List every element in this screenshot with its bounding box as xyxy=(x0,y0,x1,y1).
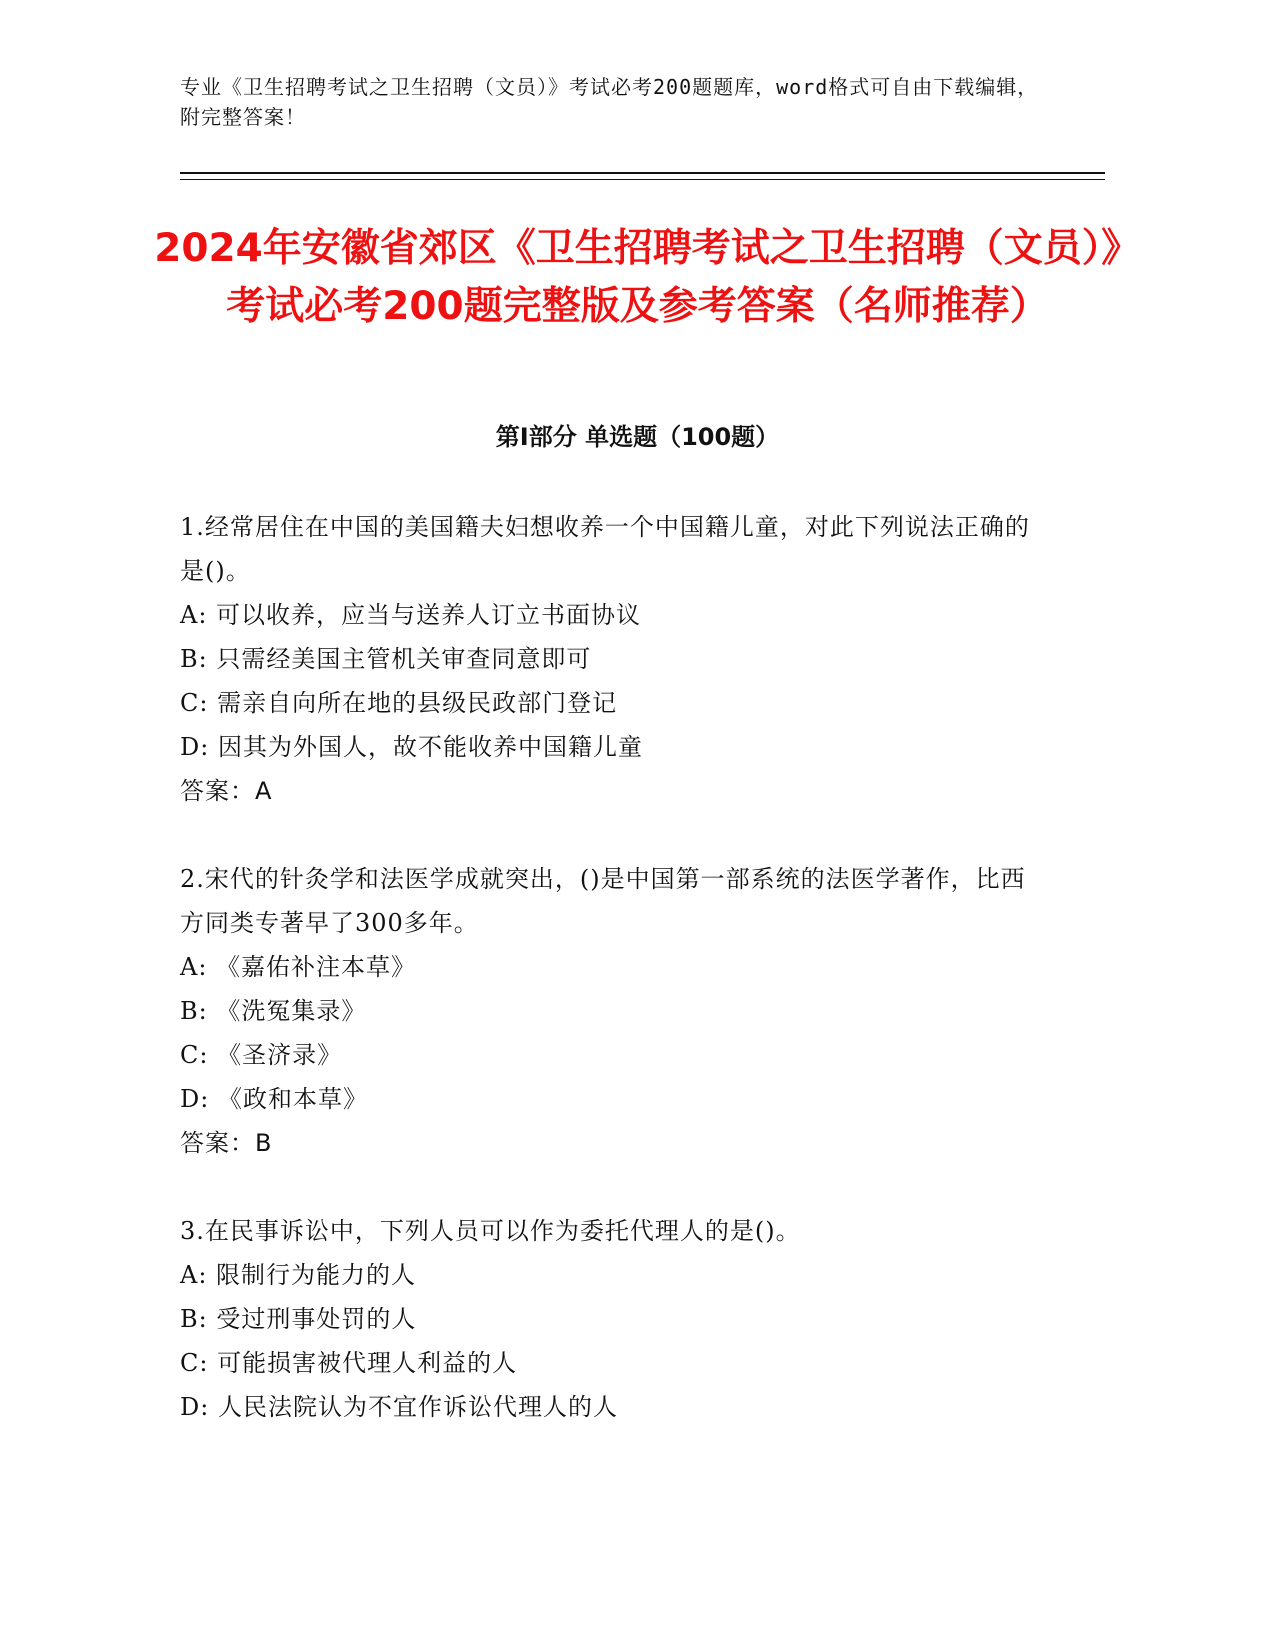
header-divider-thin xyxy=(180,179,1105,180)
document-title: 2024年安徽省郊区《卫生招聘考试之卫生招聘（文员）》考试必考200题完整版及参考答案（名师推荐） xyxy=(154,226,1121,329)
option-c: C: 《圣济录》 xyxy=(180,1041,343,1069)
question-stem: 2.宋代的针灸学和法医学成就突出，()是中国第一部系统的法医学著作，比西方同类专著早了300多年。 xyxy=(180,865,1026,937)
option-d: D: 人民法院认为不宜作诉讼代理人的人 xyxy=(180,1393,618,1421)
answer: 答案：A xyxy=(180,777,273,805)
header-note: 专业《卫生招聘考试之卫生招聘（文员）》考试必考200题题库，word格式可自由下载编辑，附完整答案！ xyxy=(180,75,1039,129)
question-2 xyxy=(180,857,1050,1165)
option-b: B: 受过刑事处罚的人 xyxy=(180,1305,417,1333)
question-3 xyxy=(180,1209,1050,1429)
question-stem: 1.经常居住在中国的美国籍夫妇想收养一个中国籍儿童，对此下列说法正确的是()。 xyxy=(180,513,1030,585)
section-title: 第I部分 单选题（100题） xyxy=(495,423,780,451)
question-stem: 3.在民事诉讼中，下列人员可以作为委托代理人的是()。 xyxy=(180,1217,801,1245)
option-c: C: 需亲自向所在地的县级民政部门登记 xyxy=(180,689,618,717)
option-a: A: 限制行为能力的人 xyxy=(180,1261,417,1289)
option-d: D: 《政和本草》 xyxy=(180,1085,368,1113)
header-divider-thick xyxy=(180,172,1105,174)
option-a: A: 《嘉佑补注本草》 xyxy=(180,953,417,981)
option-d: D: 因其为外国人，故不能收养中国籍儿童 xyxy=(180,733,643,761)
answer: 答案：B xyxy=(180,1129,273,1157)
option-b: B: 《洗冤集录》 xyxy=(180,997,367,1025)
option-a: A: 可以收养，应当与送养人订立书面协议 xyxy=(180,601,642,629)
question-list xyxy=(180,505,1050,1473)
option-b: B: 只需经美国主管机关审查同意即可 xyxy=(180,645,592,673)
question-1 xyxy=(180,505,1050,813)
option-c: C: 可能损害被代理人利益的人 xyxy=(180,1349,518,1377)
